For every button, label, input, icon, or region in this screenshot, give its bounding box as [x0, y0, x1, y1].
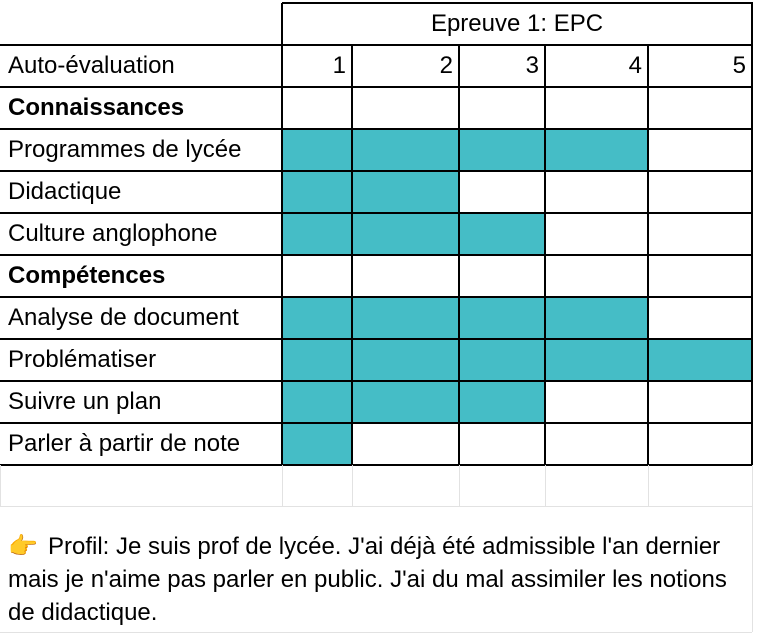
- profile-note-text: Profil: Je suis prof de lycée. J'ai déjà été admissible l'an dernier mais je n'aime pas parler en public. J'ai du mal assimiler les notions de didactique.: [8, 533, 727, 626]
- grid-line-horizontal: [0, 170, 753, 172]
- score-cell-empty: [282, 87, 352, 129]
- score-cell-filled: [282, 381, 352, 423]
- score-cell-empty: [648, 129, 752, 171]
- grid-line-vertical: [351, 45, 353, 465]
- level-header-5: 5: [732, 52, 746, 79]
- grid-line-vertical: [544, 45, 546, 465]
- score-cell-filled: [282, 339, 352, 381]
- criterion-label: Suivre un plan: [8, 388, 162, 415]
- score-cell-filled: [282, 213, 352, 255]
- grid-line-horizontal: [0, 128, 753, 130]
- score-cell-filled: [352, 339, 459, 381]
- score-cell-empty: [545, 213, 648, 255]
- auto-evaluation-label: Auto-évaluation: [8, 52, 175, 79]
- score-cell-filled: [648, 339, 752, 381]
- score-cell-empty: [648, 213, 752, 255]
- empty-column-line: [648, 465, 649, 506]
- grid-line-horizontal: [0, 380, 753, 382]
- empty-column-line: [545, 465, 546, 506]
- score-cell-empty: [459, 171, 545, 213]
- score-cell-empty: [352, 423, 459, 465]
- score-cell-filled: [459, 339, 545, 381]
- grid-line-horizontal: [0, 338, 753, 340]
- criterion-label: Analyse de document: [8, 304, 239, 331]
- score-cell-empty: [352, 255, 459, 297]
- score-cell-filled: [545, 129, 648, 171]
- grid-line-vertical: [751, 3, 753, 465]
- score-cell-empty: [648, 87, 752, 129]
- score-cell-empty: [282, 255, 352, 297]
- grid-line-horizontal: [0, 422, 753, 424]
- grid-line-vertical: [647, 45, 649, 465]
- score-cell-empty: [648, 255, 752, 297]
- score-cell-filled: [282, 129, 352, 171]
- score-cell-filled: [352, 129, 459, 171]
- level-header-2: 2: [439, 52, 453, 79]
- score-cell-filled: [459, 381, 545, 423]
- empty-column-line: [352, 465, 353, 506]
- epreuve-title: Epreuve 1: EPC: [430, 10, 604, 37]
- score-cell-empty: [459, 423, 545, 465]
- section-heading: Compétences: [8, 262, 166, 289]
- score-cell-filled: [282, 171, 352, 213]
- score-cell-empty: [648, 171, 752, 213]
- grid-line-vertical: [281, 3, 283, 465]
- score-cell-filled: [352, 297, 459, 339]
- score-cell-empty: [648, 297, 752, 339]
- criterion-label: Parler à partir de note: [8, 430, 241, 457]
- score-cell-filled: [459, 129, 545, 171]
- section-heading: Connaissances: [8, 94, 185, 121]
- score-cell-filled: [282, 297, 352, 339]
- empty-row-line: [0, 632, 752, 633]
- grid-line-horizontal: [0, 464, 753, 466]
- grid-line-horizontal: [282, 2, 753, 4]
- score-cell-filled: [352, 171, 459, 213]
- score-cell-empty: [545, 423, 648, 465]
- score-cell-empty: [459, 87, 545, 129]
- empty-column-line: [0, 465, 1, 506]
- criterion-label: Problématiser: [8, 346, 157, 373]
- score-cell-empty: [648, 381, 752, 423]
- criterion-label: Didactique: [8, 178, 122, 205]
- empty-column-line: [282, 465, 283, 506]
- empty-column-line: [459, 465, 460, 506]
- grid-line-horizontal: [0, 296, 753, 298]
- criterion-label: Culture anglophone: [8, 220, 218, 247]
- score-cell-empty: [545, 255, 648, 297]
- score-cell-filled: [352, 213, 459, 255]
- level-header-1: 1: [332, 52, 346, 79]
- pointing-hand-icon: 👉: [8, 533, 38, 560]
- grid-line-horizontal: [0, 254, 753, 256]
- score-cell-filled: [459, 213, 545, 255]
- score-cell-empty: [459, 255, 545, 297]
- score-cell-empty: [545, 381, 648, 423]
- score-cell-filled: [545, 297, 648, 339]
- grid-line-horizontal: [0, 44, 753, 46]
- score-cell-empty: [545, 87, 648, 129]
- score-cell-empty: [352, 87, 459, 129]
- score-cell-filled: [545, 339, 648, 381]
- score-cell-filled: [282, 423, 352, 465]
- level-header-3: 3: [525, 52, 539, 79]
- criterion-label: Programmes de lycée: [8, 136, 242, 163]
- score-cell-empty: [545, 171, 648, 213]
- profile-note: [8, 530, 748, 629]
- grid-line-horizontal: [0, 86, 753, 88]
- score-cell-filled: [459, 297, 545, 339]
- grid-line-horizontal: [0, 212, 753, 214]
- score-cell-empty: [648, 423, 752, 465]
- empty-column-line: [752, 465, 753, 506]
- level-header-4: 4: [628, 52, 642, 79]
- grid-line-vertical: [458, 45, 460, 465]
- empty-column-line: [752, 506, 753, 632]
- empty-row-line: [0, 506, 752, 507]
- score-cell-filled: [352, 381, 459, 423]
